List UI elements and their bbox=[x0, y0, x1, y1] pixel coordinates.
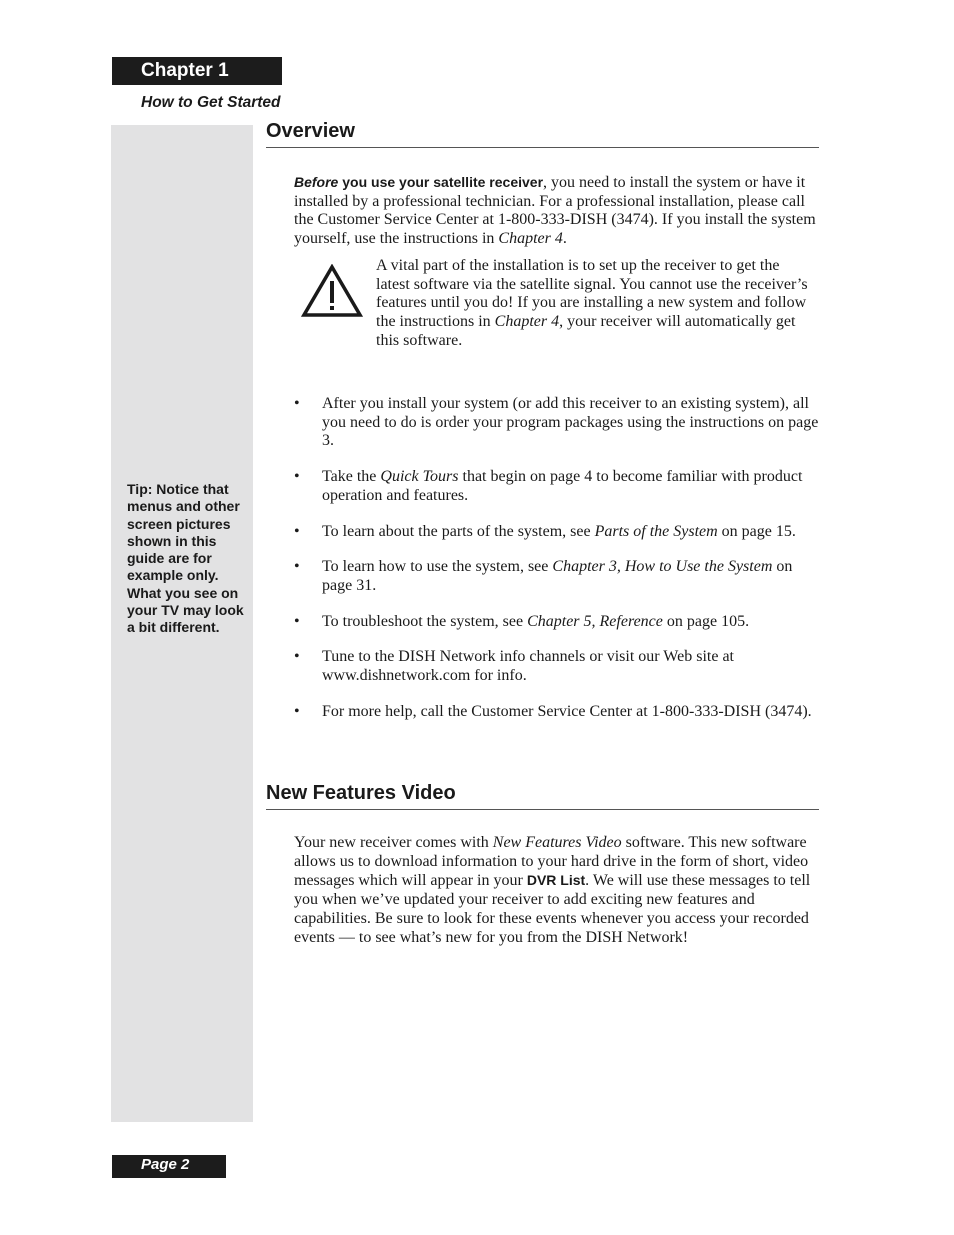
bullet-text: To troubleshoot the system, see bbox=[322, 612, 528, 630]
chapter-tab bbox=[112, 57, 282, 85]
bullet-reference: Chapter 3, How to Use the System bbox=[552, 558, 773, 576]
nfv-text: Your new receiver comes with bbox=[294, 834, 493, 851]
overview-heading: Overview bbox=[266, 120, 819, 148]
bullet-item bbox=[294, 648, 819, 685]
bullet-text: Take the bbox=[322, 468, 381, 486]
bullet-text-end: on page 15. bbox=[717, 522, 796, 540]
overview-bullet-list bbox=[294, 395, 819, 721]
new-features-heading: New Features Video bbox=[266, 782, 819, 810]
bullet-text-end: on page 31. bbox=[322, 558, 793, 594]
bullet-dot: • bbox=[294, 648, 300, 666]
bullet-text-end: that begin on page 4 to become familiar with product operation and features. bbox=[322, 468, 803, 504]
intro-chapter-ref: Chapter 4 bbox=[498, 230, 563, 248]
bullet-dot: • bbox=[294, 612, 300, 630]
bullet-item bbox=[294, 523, 819, 542]
page-number: Page 2 bbox=[141, 1156, 190, 1173]
chapter-label: Chapter 1 bbox=[141, 60, 229, 81]
bullet-item bbox=[294, 558, 819, 595]
bullet-text: Tune to the DISH Network info channels or visit our Web site at www.dishnetwork.com for info. bbox=[322, 648, 734, 685]
warning-chapter-ref: Chapter 4 bbox=[494, 313, 560, 331]
bullet-dot: • bbox=[294, 702, 300, 720]
intro-text-end: . bbox=[562, 230, 567, 248]
bullet-text: After you install your system (or add this receiver to an existing system), all you need to do is order your program packages using the instructions on page 3. bbox=[322, 395, 819, 450]
intro-paragraph bbox=[294, 173, 819, 249]
new-features-paragraph bbox=[294, 834, 820, 947]
intro-text: , you need to install the system or have it installed by a professional technician. For a professional installation, please call the Customer Service Center at 1-800-333-DISH (3474). If you install the system yourself, use the instructions in bbox=[294, 174, 816, 248]
bullet-item bbox=[294, 468, 819, 505]
bullet-item bbox=[294, 395, 819, 451]
bullet-text: To learn how to use the system, see bbox=[322, 558, 553, 576]
warning-paragraph bbox=[376, 257, 816, 351]
warning-text: A vital part of the installation is to set up the receiver to get the latest software via the satellite signal. You cannot use the receiver’s features until you do! If you are installing a new system and follow the instructions in bbox=[376, 257, 808, 331]
bullet-text-end: on page 105. bbox=[662, 612, 750, 630]
bullet-dot: • bbox=[294, 468, 300, 486]
bullet-item bbox=[294, 703, 819, 722]
warning-text-end: , your receiver will automatically get this software. bbox=[376, 313, 796, 349]
page-number-tab bbox=[112, 1155, 226, 1178]
bullet-text: For more help, call the Customer Service Center at 1-800-333-DISH (3474). bbox=[322, 702, 812, 720]
bullet-dot: • bbox=[294, 522, 300, 540]
bullet-dot: • bbox=[294, 395, 300, 412]
nfv-text-3: . We will use these messages to tell you when we’ve updated your receiver to add exciting new features and capabilities. Be sure to look for these events whenever you access your recorded events — to see what’s new for you from the DISH Network! bbox=[294, 872, 811, 946]
tip-note: Tip: Notice that menus and other screen pictures shown in this guide are for example only. What you see on your TV may look a bit different. bbox=[127, 481, 244, 636]
dvr-list-label: DVR List bbox=[526, 872, 586, 889]
bullet-item bbox=[294, 613, 819, 632]
chapter-subtitle: How to Get Started bbox=[141, 94, 281, 111]
warning-triangle-icon bbox=[301, 264, 363, 318]
bullet-reference: Parts of the System bbox=[594, 522, 718, 540]
bullet-dot: • bbox=[294, 558, 300, 576]
bullet-text: To learn about the parts of the system, see bbox=[322, 522, 595, 540]
nfv-italic: New Features Video bbox=[492, 834, 622, 851]
nfv-text-2: software. This new software allows us to download information to your hard drive in the form of short, video messages which will appear in your bbox=[294, 834, 809, 890]
bullet-reference: Quick Tours bbox=[380, 468, 459, 486]
intro-lead-italic: Before bbox=[294, 174, 339, 190]
bullet-reference: Chapter 5, Reference bbox=[527, 612, 663, 630]
intro-lead-bold: you use your satellite receiver bbox=[338, 174, 544, 190]
